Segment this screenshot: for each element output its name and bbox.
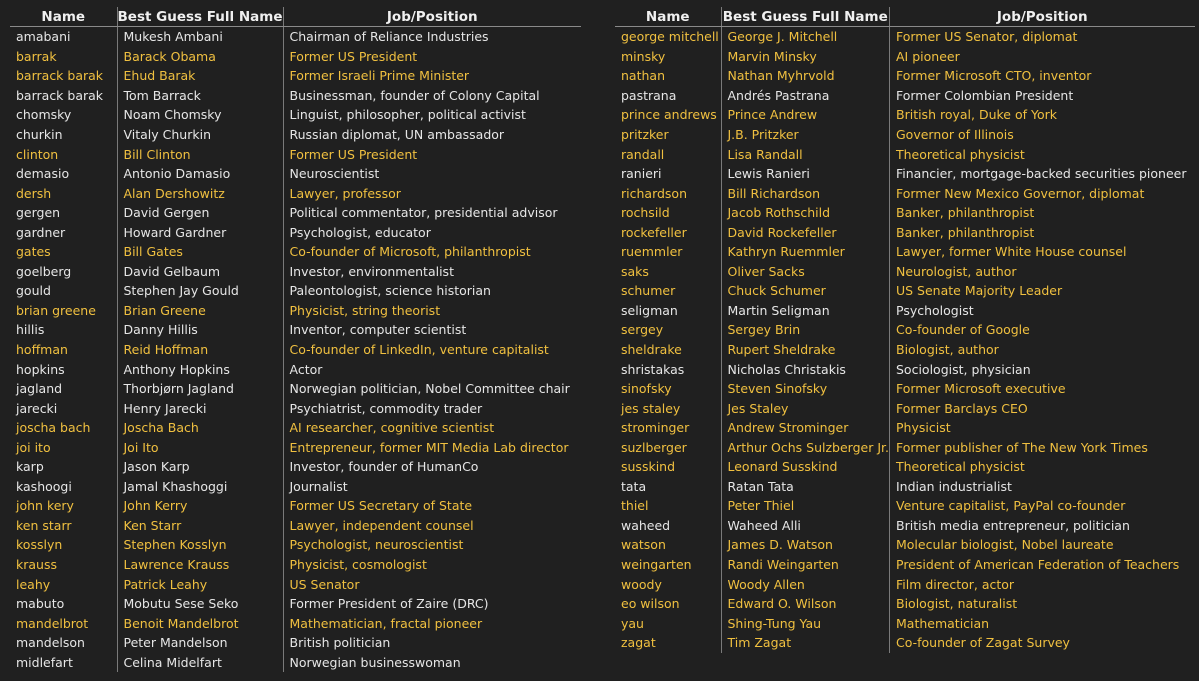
cell-full-name[interactable]: Joi Ito <box>117 437 283 457</box>
table-row[interactable] <box>10 437 581 457</box>
cell-name[interactable]: barrack barak <box>16 87 104 103</box>
cell-job[interactable]: Molecular biologist, Nobel laureate <box>890 535 1195 555</box>
cell-name[interactable]: gergen <box>16 205 61 221</box>
cell-job[interactable]: Biologist, naturalist <box>890 594 1195 614</box>
right-header-row <box>615 7 1195 27</box>
cell-job[interactable]: Former Israeli Prime Minister <box>283 66 581 86</box>
cell-full-name[interactable]: Ken Starr <box>117 516 283 536</box>
table-row[interactable] <box>615 633 1195 653</box>
table-row[interactable] <box>10 105 581 125</box>
cell-job[interactable]: Financier, mortgage-backed securities pioneer <box>890 164 1195 184</box>
cell-full-name[interactable]: Marvin Minsky <box>721 47 890 67</box>
cell-full-name[interactable]: Howard Gardner <box>117 222 283 242</box>
table-row[interactable] <box>10 516 581 536</box>
cell-full-name[interactable]: Jamal Khashoggi <box>117 477 283 497</box>
cell-full-name[interactable]: Jason Karp <box>117 457 283 477</box>
cell-name[interactable]: gould <box>16 283 51 299</box>
table-row[interactable] <box>10 125 581 145</box>
cell-job[interactable]: Governor of Illinois <box>890 125 1195 145</box>
cell-job[interactable]: Co-founder of Google <box>890 320 1195 340</box>
table-row[interactable] <box>615 477 1195 497</box>
cell-job[interactable]: Biologist, author <box>890 340 1195 360</box>
table-row[interactable] <box>10 340 581 360</box>
table-row[interactable] <box>10 496 581 516</box>
cell-job[interactable]: Psychiatrist, commodity trader <box>283 398 581 418</box>
cell-full-name[interactable]: Bill Clinton <box>117 144 283 164</box>
cell-full-name[interactable]: Antonio Damasio <box>117 164 283 184</box>
cell-full-name[interactable]: Brian Greene <box>117 301 283 321</box>
cell-name[interactable]: hillis <box>16 322 45 338</box>
cell-job[interactable]: Co-founder of Zagat Survey <box>890 633 1195 653</box>
table-row[interactable] <box>10 281 581 301</box>
table-row[interactable] <box>615 222 1195 242</box>
table-row[interactable] <box>10 164 581 184</box>
cell-job[interactable]: Theoretical physicist <box>890 457 1195 477</box>
table-row[interactable] <box>10 477 581 497</box>
table-row[interactable] <box>10 398 581 418</box>
cell-job[interactable]: Former US President <box>283 144 581 164</box>
table-row[interactable] <box>10 47 581 67</box>
cell-job[interactable]: Banker, philanthropist <box>890 222 1195 242</box>
cell-full-name[interactable]: Joscha Bach <box>117 418 283 438</box>
cell-name[interactable]: gates <box>16 244 51 260</box>
cell-job[interactable]: Former US President <box>283 47 581 67</box>
cell-name[interactable]: randall <box>621 146 665 162</box>
cell-job[interactable]: Former publisher of The New York Times <box>890 437 1195 457</box>
cell-full-name[interactable]: Mobutu Sese Seko <box>117 594 283 614</box>
cell-job[interactable]: Actor <box>283 359 581 379</box>
cell-name[interactable]: clinton <box>16 146 59 162</box>
cell-name[interactable]: hoffman <box>16 342 68 358</box>
cell-name[interactable]: strominger <box>621 420 690 436</box>
cell-job[interactable]: Businessman, founder of Colony Capital <box>283 86 581 106</box>
table-row[interactable] <box>10 379 581 399</box>
table-row[interactable] <box>615 105 1195 125</box>
cell-name[interactable]: ranieri <box>621 166 662 182</box>
cell-name[interactable]: jarecki <box>16 400 58 416</box>
cell-name[interactable]: ken starr <box>16 517 72 533</box>
cell-job[interactable]: Psychologist, educator <box>283 222 581 242</box>
cell-full-name[interactable]: Chuck Schumer <box>721 281 890 301</box>
cell-job[interactable]: Psychologist, neuroscientist <box>283 535 581 555</box>
cell-job[interactable]: Journalist <box>283 477 581 497</box>
cell-full-name[interactable]: Barack Obama <box>117 47 283 67</box>
cell-full-name[interactable]: Thorbjørn Jagland <box>117 379 283 399</box>
cell-name[interactable]: brian greene <box>16 302 96 318</box>
table-row[interactable] <box>615 437 1195 457</box>
cell-job[interactable]: British media entrepreneur, politician <box>890 516 1195 536</box>
table-row[interactable] <box>615 301 1195 321</box>
cell-job[interactable]: British royal, Duke of York <box>890 105 1195 125</box>
cell-full-name[interactable]: Noam Chomsky <box>117 105 283 125</box>
header-name[interactable]: Name <box>10 7 117 27</box>
cell-name[interactable]: chomsky <box>16 107 72 123</box>
cell-name[interactable]: mandelson <box>16 635 85 651</box>
cell-full-name[interactable]: Patrick Leahy <box>117 574 283 594</box>
cell-full-name[interactable]: Celina Midelfart <box>117 653 283 673</box>
cell-job[interactable]: Mathematician, fractal pioneer <box>283 613 581 633</box>
cell-name[interactable]: barrack barak <box>16 68 104 84</box>
table-row[interactable] <box>10 262 581 282</box>
table-row[interactable] <box>615 340 1195 360</box>
cell-job[interactable]: Former Barclays CEO <box>890 398 1195 418</box>
header-full-name[interactable]: Best Guess Full Name <box>722 8 888 25</box>
cell-full-name[interactable]: Andrew Strominger <box>721 418 890 438</box>
cell-job[interactable]: Former Colombian President <box>890 86 1195 106</box>
cell-name[interactable]: schumer <box>621 283 676 299</box>
table-row[interactable] <box>10 359 581 379</box>
cell-job[interactable]: Investor, environmentalist <box>283 262 581 282</box>
cell-name[interactable]: waheed <box>621 517 671 533</box>
table-row[interactable] <box>615 398 1195 418</box>
table-row[interactable] <box>615 320 1195 340</box>
cell-job[interactable]: Entrepreneur, former MIT Media Lab director <box>283 437 581 457</box>
cell-full-name[interactable]: David Rockefeller <box>721 222 890 242</box>
cell-job[interactable]: Film director, actor <box>890 574 1195 594</box>
header-job[interactable]: Job/Position <box>283 7 581 27</box>
cell-job[interactable]: US Senator <box>283 574 581 594</box>
cell-name[interactable]: rochsild <box>621 205 670 221</box>
cell-job[interactable]: US Senate Majority Leader <box>890 281 1195 301</box>
header-job[interactable]: Job/Position <box>890 7 1195 27</box>
cell-job[interactable]: Psychologist <box>890 301 1195 321</box>
cell-name[interactable]: minsky <box>621 48 666 64</box>
table-row[interactable] <box>615 535 1195 555</box>
table-row[interactable] <box>615 86 1195 106</box>
cell-full-name[interactable]: Danny Hillis <box>117 320 283 340</box>
table-row[interactable] <box>10 242 581 262</box>
table-row[interactable] <box>10 144 581 164</box>
cell-full-name[interactable]: Henry Jarecki <box>117 398 283 418</box>
cell-name[interactable]: leahy <box>16 576 51 592</box>
left-header-row <box>10 7 581 27</box>
cell-full-name[interactable]: Woody Allen <box>721 574 890 594</box>
table-row[interactable] <box>10 66 581 86</box>
cell-job[interactable]: President of American Federation of Teachers <box>890 555 1195 575</box>
table-row[interactable] <box>10 320 581 340</box>
cell-name[interactable]: dersh <box>16 185 52 201</box>
header-full-name[interactable]: Best Guess Full Name <box>117 8 283 25</box>
cell-full-name[interactable]: John Kerry <box>117 496 283 516</box>
cell-name[interactable]: george mitchell <box>621 29 719 45</box>
table-row[interactable] <box>615 27 1195 47</box>
cell-job[interactable]: Banker, philanthropist <box>890 203 1195 223</box>
cell-job[interactable]: Former US Secretary of State <box>283 496 581 516</box>
cell-full-name[interactable]: Rupert Sheldrake <box>721 340 890 360</box>
cell-name[interactable]: gardner <box>16 224 66 240</box>
cell-name[interactable]: goelberg <box>16 263 72 279</box>
cell-name[interactable]: krauss <box>16 557 57 573</box>
cell-name[interactable]: yau <box>621 615 644 631</box>
table-row[interactable] <box>10 594 581 614</box>
cell-job[interactable]: Lawyer, independent counsel <box>283 516 581 536</box>
table-row[interactable] <box>10 86 581 106</box>
table-row[interactable] <box>615 281 1195 301</box>
cell-full-name[interactable]: Waheed Alli <box>721 516 890 536</box>
cell-name[interactable]: weingarten <box>621 557 692 573</box>
table-row[interactable] <box>615 594 1195 614</box>
cell-name[interactable]: amabani <box>16 29 71 45</box>
table-row[interactable] <box>615 418 1195 438</box>
cell-name[interactable]: barrak <box>16 48 57 64</box>
table-row[interactable] <box>615 125 1195 145</box>
cell-name[interactable]: thiel <box>621 498 649 514</box>
cell-job[interactable]: Former Microsoft executive <box>890 379 1195 399</box>
cell-job[interactable]: Russian diplomat, UN ambassador <box>283 125 581 145</box>
cell-full-name[interactable]: Alan Dershowitz <box>117 183 283 203</box>
cell-job[interactable]: Sociologist, physician <box>890 359 1195 379</box>
cell-name[interactable]: kosslyn <box>16 537 63 553</box>
cell-full-name[interactable]: Martin Seligman <box>721 301 890 321</box>
cell-job[interactable]: Neuroscientist <box>283 164 581 184</box>
cell-full-name[interactable]: Bill Gates <box>117 242 283 262</box>
table-row[interactable] <box>615 457 1195 477</box>
table-row[interactable] <box>10 574 581 594</box>
cell-job[interactable]: Co-founder of LinkedIn, venture capitalist <box>283 340 581 360</box>
cell-name[interactable]: pritzker <box>621 127 669 142</box>
header-name[interactable]: Name <box>615 7 721 27</box>
cell-name[interactable]: eo wilson <box>621 596 680 612</box>
table-row[interactable] <box>615 555 1195 575</box>
cell-name[interactable]: ruemmler <box>621 244 683 260</box>
cell-job[interactable]: Neurologist, author <box>890 262 1195 282</box>
cell-name[interactable]: mandelbrot <box>16 615 89 631</box>
cell-name[interactable]: demasio <box>16 166 70 182</box>
cell-job[interactable]: Physicist <box>890 418 1195 438</box>
cell-full-name[interactable]: Tom Barrack <box>117 86 283 106</box>
cell-job[interactable]: Physicist, string theorist <box>283 301 581 321</box>
cell-job[interactable]: Lawyer, professor <box>283 183 581 203</box>
table-row[interactable] <box>10 653 581 673</box>
table-row[interactable] <box>615 496 1195 516</box>
cell-full-name[interactable]: Ehud Barak <box>117 66 283 86</box>
cell-full-name[interactable]: Randi Weingarten <box>721 555 890 575</box>
table-row[interactable] <box>615 359 1195 379</box>
cell-name[interactable]: tata <box>621 478 647 494</box>
cell-name[interactable]: susskind <box>621 459 676 475</box>
cell-name[interactable]: pastrana <box>621 87 677 103</box>
table-row[interactable] <box>10 535 581 555</box>
cell-job[interactable]: Linguist, philosopher, political activist <box>283 105 581 125</box>
cell-job[interactable]: Political commentator, presidential advisor <box>283 203 581 223</box>
cell-job[interactable]: Norwegian politician, Nobel Committee chair <box>283 379 581 399</box>
cell-job[interactable]: Paleontologist, science historian <box>283 281 581 301</box>
cell-name[interactable]: shristakas <box>621 361 685 377</box>
table-row[interactable] <box>10 301 581 321</box>
cell-name[interactable]: jagland <box>16 381 63 397</box>
cell-job[interactable]: Investor, founder of HumanCo <box>283 457 581 477</box>
cell-full-name[interactable]: Ratan Tata <box>721 477 890 497</box>
cell-full-name[interactable]: Nicholas Christakis <box>721 359 890 379</box>
cell-name[interactable]: watson <box>621 537 666 553</box>
cell-name[interactable]: seligman <box>621 302 678 318</box>
cell-job[interactable]: Indian industrialist <box>890 477 1195 497</box>
table-row[interactable] <box>615 66 1195 86</box>
cell-name[interactable]: zagat <box>621 635 656 651</box>
cell-full-name[interactable]: Anthony Hopkins <box>117 359 283 379</box>
cell-name[interactable]: woody <box>621 576 662 592</box>
cell-full-name[interactable]: Stephen Jay Gould <box>117 281 283 301</box>
cell-full-name[interactable]: Andrés Pastrana <box>721 86 890 106</box>
cell-full-name[interactable]: Arthur Ochs Sulzberger Jr. <box>721 437 890 457</box>
cell-full-name[interactable]: Leonard Susskind <box>721 457 890 477</box>
cell-job[interactable]: Norwegian businesswoman <box>283 653 581 673</box>
cell-full-name[interactable]: Mukesh Ambani <box>117 27 283 47</box>
table-row[interactable] <box>615 379 1195 399</box>
cell-name[interactable]: joi ito <box>16 439 51 455</box>
cell-job[interactable]: Physicist, cosmologist <box>283 555 581 575</box>
cell-job[interactable]: AI pioneer <box>890 47 1195 67</box>
cell-job[interactable]: Inventor, computer scientist <box>283 320 581 340</box>
cell-job[interactable]: Co-founder of Microsoft, philanthropist <box>283 242 581 262</box>
cell-full-name[interactable]: Shing-Tung Yau <box>721 613 890 633</box>
table-row[interactable] <box>10 555 581 575</box>
cell-name[interactable]: kashoogi <box>16 478 72 494</box>
left-table <box>10 7 581 672</box>
cell-job[interactable]: AI researcher, cognitive scientist <box>283 418 581 438</box>
cell-full-name[interactable]: Peter Mandelson <box>117 633 283 653</box>
cell-full-name[interactable]: Sergey Brin <box>721 320 890 340</box>
cell-full-name[interactable]: Jacob Rothschild <box>721 203 890 223</box>
table-row[interactable] <box>615 262 1195 282</box>
table-row[interactable] <box>615 144 1195 164</box>
cell-full-name[interactable]: Bill Richardson <box>721 183 890 203</box>
table-row[interactable] <box>10 183 581 203</box>
cell-name[interactable]: suzlberger <box>621 439 687 455</box>
cell-name[interactable]: midlefart <box>16 654 73 670</box>
cell-full-name[interactable]: Kathryn Ruemmler <box>721 242 890 262</box>
cell-name[interactable]: sergey <box>621 322 664 338</box>
cell-full-name[interactable]: Prince Andrew <box>721 105 890 125</box>
cell-name[interactable]: nathan <box>621 68 665 84</box>
cell-full-name[interactable]: Vitaly Churkin <box>117 125 283 145</box>
cell-full-name[interactable]: David Gergen <box>117 203 283 223</box>
table-row[interactable] <box>615 516 1195 536</box>
cell-full-name[interactable]: Lewis Ranieri <box>721 164 890 184</box>
cell-job[interactable]: Lawyer, former White House counsel <box>890 242 1195 262</box>
cell-full-name[interactable]: George J. Mitchell <box>721 27 890 47</box>
cell-name[interactable]: saks <box>621 263 649 279</box>
cell-full-name[interactable]: Nathan Myhrvold <box>721 66 890 86</box>
cell-full-name[interactable]: Lisa Randall <box>721 144 890 164</box>
cell-job[interactable]: Former US Senator, diplomat <box>890 27 1195 47</box>
cell-name[interactable]: hopkins <box>16 361 65 377</box>
cell-full-name[interactable]: J.B. Pritzker <box>721 125 890 145</box>
cell-name[interactable]: prince andrews <box>621 107 717 123</box>
cell-full-name[interactable]: Jes Staley <box>721 398 890 418</box>
cell-job[interactable]: Former Microsoft CTO, inventor <box>890 66 1195 86</box>
cell-full-name[interactable]: Steven Sinofsky <box>721 379 890 399</box>
cell-full-name[interactable]: Tim Zagat <box>721 633 890 653</box>
cell-name[interactable]: jes staley <box>621 400 681 416</box>
table-row[interactable] <box>10 633 581 653</box>
cell-full-name[interactable]: James D. Watson <box>721 535 890 555</box>
table-row[interactable] <box>10 222 581 242</box>
table-row[interactable] <box>615 574 1195 594</box>
table-row[interactable] <box>10 457 581 477</box>
cell-name[interactable]: karp <box>16 459 44 475</box>
table-row[interactable] <box>10 27 581 47</box>
cell-full-name[interactable]: Lawrence Krauss <box>117 555 283 575</box>
table-row[interactable] <box>615 203 1195 223</box>
cell-full-name[interactable]: David Gelbaum <box>117 262 283 282</box>
table-row[interactable] <box>615 183 1195 203</box>
right-table <box>615 7 1195 653</box>
cell-job[interactable]: Chairman of Reliance Industries <box>283 27 581 47</box>
left-table-body <box>10 27 581 673</box>
table-row[interactable] <box>10 613 581 633</box>
cell-job[interactable]: Theoretical physicist <box>890 144 1195 164</box>
cell-job[interactable]: Mathematician <box>890 613 1195 633</box>
cell-job[interactable]: Former President of Zaire (DRC) <box>283 594 581 614</box>
cell-name[interactable]: churkin <box>16 127 63 142</box>
cell-name[interactable]: mabuto <box>16 596 65 612</box>
cell-name[interactable]: rockefeller <box>621 224 687 240</box>
cell-job[interactable]: Venture capitalist, PayPal co-founder <box>890 496 1195 516</box>
cell-name[interactable]: sheldrake <box>621 342 682 358</box>
cell-full-name[interactable]: Reid Hoffman <box>117 340 283 360</box>
cell-full-name[interactable]: Benoit Mandelbrot <box>117 613 283 633</box>
cell-name[interactable]: joscha bach <box>16 420 91 436</box>
cell-name[interactable]: sinofsky <box>621 381 672 397</box>
table-row[interactable] <box>10 203 581 223</box>
cell-full-name[interactable]: Oliver Sacks <box>721 262 890 282</box>
cell-job[interactable]: Former New Mexico Governor, diplomat <box>890 183 1195 203</box>
cell-full-name[interactable]: Edward O. Wilson <box>721 594 890 614</box>
table-row[interactable] <box>615 242 1195 262</box>
table-row[interactable] <box>615 47 1195 67</box>
cell-full-name[interactable]: Peter Thiel <box>721 496 890 516</box>
table-row[interactable] <box>615 613 1195 633</box>
table-row[interactable] <box>10 418 581 438</box>
cell-full-name[interactable]: Stephen Kosslyn <box>117 535 283 555</box>
cell-name[interactable]: john kery <box>16 498 74 514</box>
right-table-body <box>615 27 1195 653</box>
cell-job[interactable]: British politician <box>283 633 581 653</box>
table-row[interactable] <box>615 164 1195 184</box>
cell-name[interactable]: richardson <box>621 185 688 201</box>
